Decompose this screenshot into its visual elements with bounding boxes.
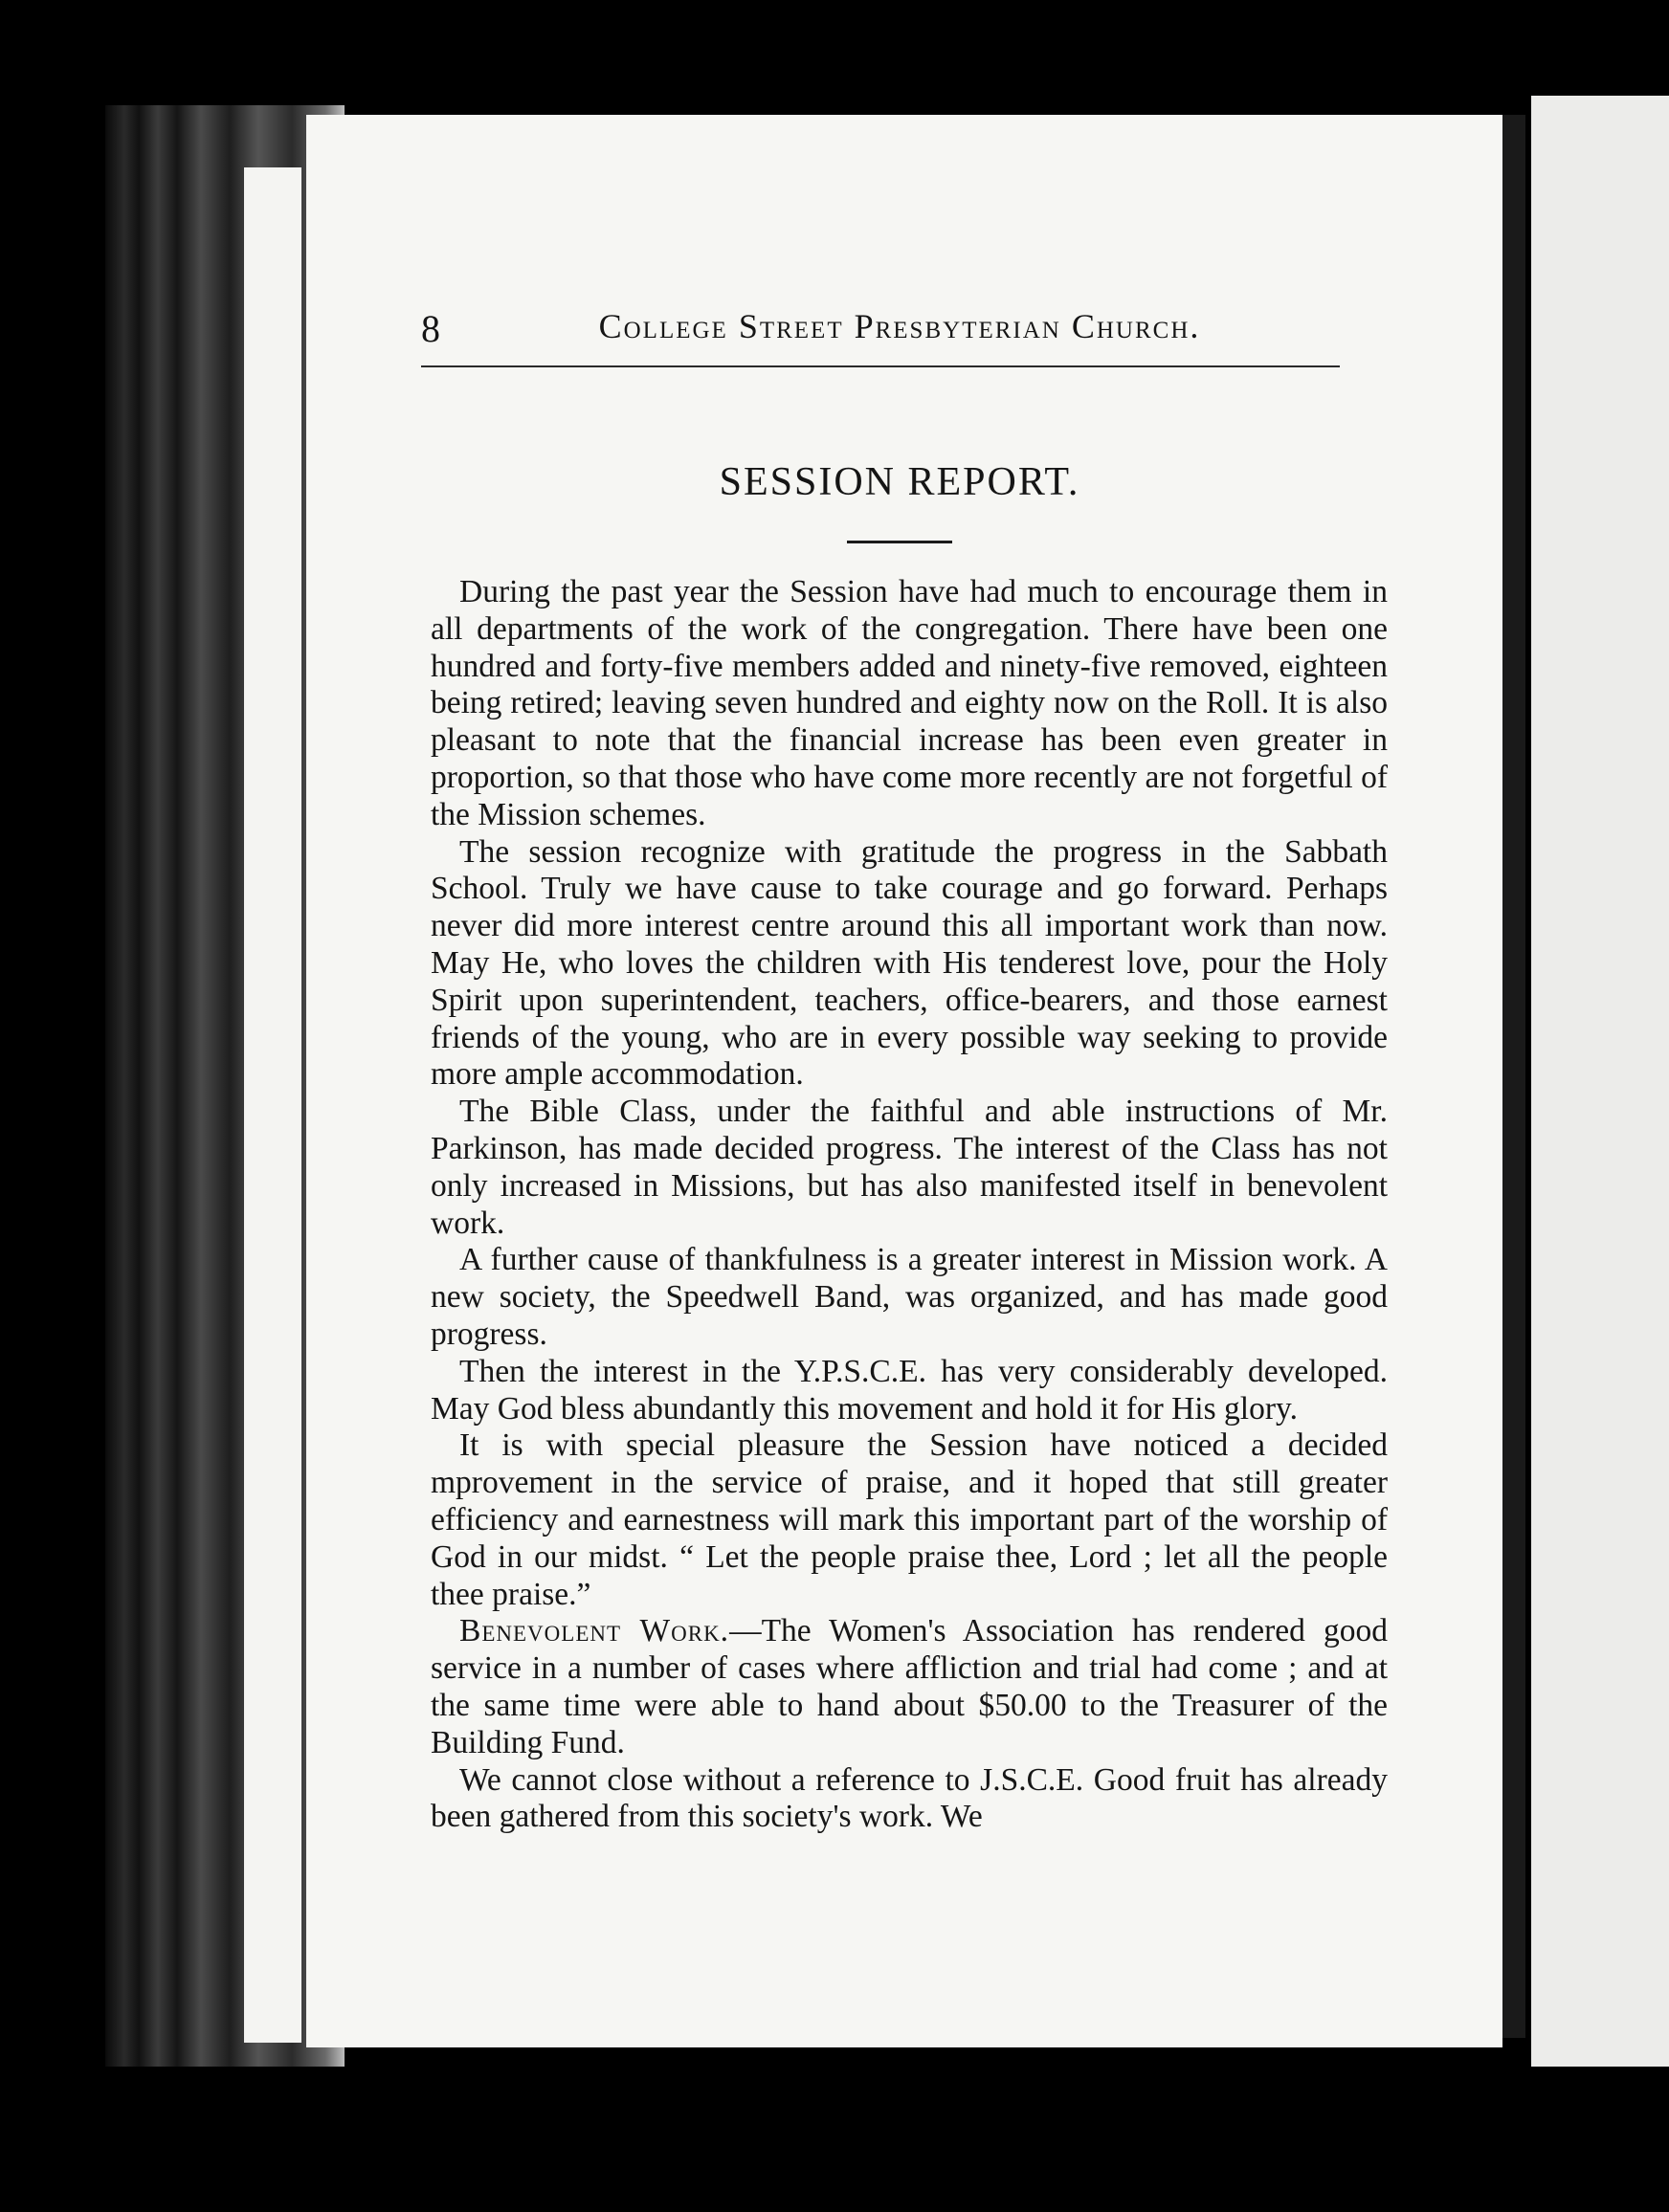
paragraph-benevolent-work: [431, 1613, 1388, 1761]
book-gutter: [1501, 115, 1525, 2038]
paragraph-text: It is with special pleasure the Session have noticed a decided mprovement in the service of praise, and it hoped that still greater efficiency and earnestness will mark this important part of the worship of God in our midst. “ Let the people praise thee, Lord ; let all the people thee praise.”: [431, 1427, 1388, 1612]
paragraph-membership: [431, 574, 1388, 834]
paragraph-praise: [431, 1427, 1388, 1613]
running-head: [421, 306, 1378, 373]
paragraph-text: We cannot close without a reference to J.S.C.E. Good fruit has already been gathered from this society's work. We: [431, 1761, 1388, 1835]
paragraph-jsce: [431, 1762, 1388, 1837]
paragraph-text: The session recognize with gratitude the progress in the Sabbath School. Truly we have cause to take courage and go forward. Perhaps never did more interest centre around this all important work than now. May He, who loves the children with His tenderest love, pour the Holy Spirit upon superintendent, teachers, office-bearers, and those earnest friends of the young, who are in every possible way seeking to provide more ample accommodation.: [431, 833, 1388, 1093]
section-title: SESSION REPORT.: [719, 460, 1080, 504]
running-title: College Street Presbyterian Church.: [598, 307, 1201, 345]
paragraph-ypsce: [431, 1354, 1388, 1428]
paragraph-text: During the past year the Session have had much to encourage them in all departments of the work of the congregation. There have been one hundred and forty-five members added and ninety-five removed, eighteen being retired; leaving seven hundred and eighty now on the Roll. It is also pleasant to note that the financial increase has been even greater in proportion, so that those who have come more recently are not forgetful of the Mission schemes.: [431, 574, 1388, 832]
page-number: 8: [421, 307, 440, 350]
paragraph-text: —The Women's Association has rendered good service in a number of cases where affliction and trial had come ; and at the same time were able to hand about $50.00 to the Treasurer of the Building Fund.: [431, 1613, 1388, 1760]
paragraph-text: The Bible Class, under the faithful and able instructions of Mr. Parkinson, has made decided progress. The interest of the Class has not only increased in Missions, but has also manifested itself in benevolent work.: [431, 1094, 1388, 1241]
paragraph-text: A further cause of thankfulness is a greater interest in Mission work. A new society, the Speedwell Band, was organized, and has made good progress.: [431, 1242, 1388, 1352]
book-page: [306, 115, 1502, 2047]
paragraph-sabbath-school: [431, 834, 1388, 1095]
paragraph-mission-work: [431, 1242, 1388, 1353]
title-rule: [847, 541, 952, 543]
paragraph-lead-in: Benevolent Work.: [459, 1613, 730, 1649]
facing-page-edge: [1531, 96, 1669, 2067]
paragraph-text: Then the interest in the Y.P.S.C.E. has very considerably developed. May God bless abundantly this movement and hold it for His glory.: [431, 1353, 1388, 1427]
report-body: [431, 574, 1388, 1836]
paragraph-bible-class: [431, 1094, 1388, 1242]
header-rule: [421, 365, 1340, 367]
inner-page-sliver: [244, 167, 301, 2043]
